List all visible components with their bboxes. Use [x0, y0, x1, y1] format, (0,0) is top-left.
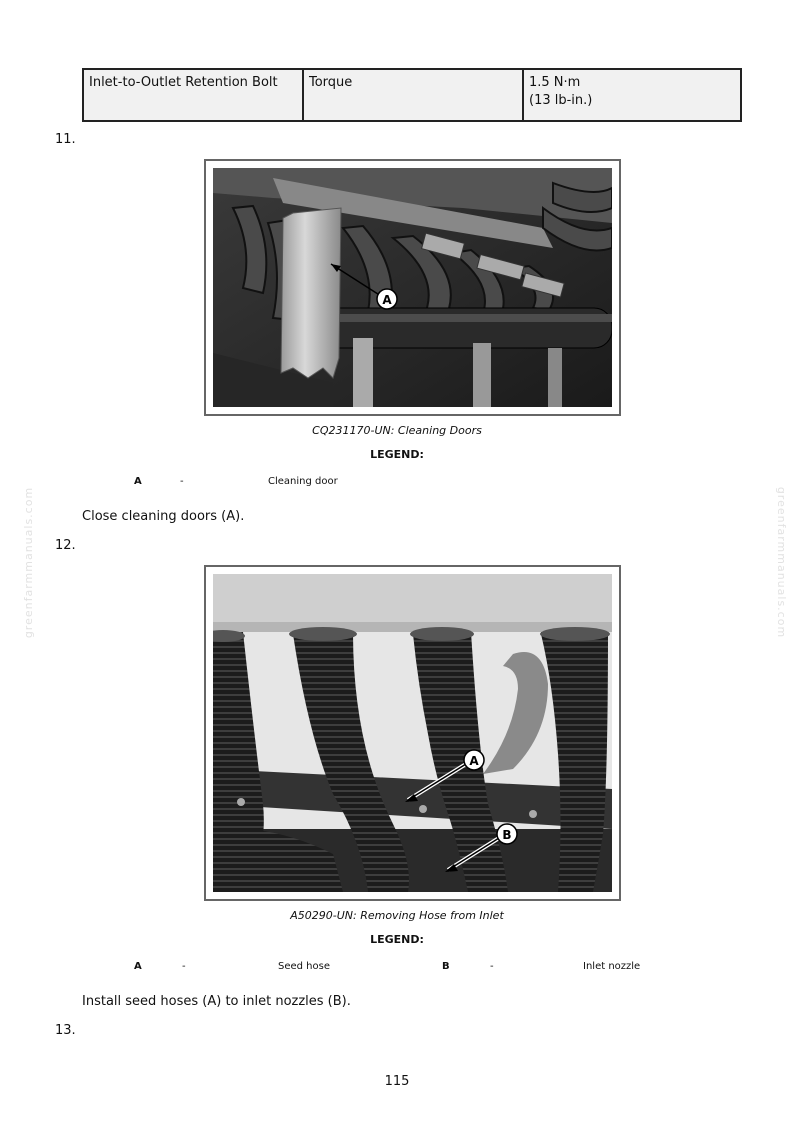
figure-caption-11: CQ231170-UN: Cleaning Doors — [312, 424, 482, 437]
step-number-12: 12. — [55, 538, 76, 553]
legend-row-12 — [0, 961, 794, 975]
figure-seed-hoses — [204, 565, 621, 901]
legend-label-inlet-nozzle: Inlet nozzle — [583, 961, 641, 972]
legend-separator: - — [490, 961, 494, 972]
legend-separator: - — [180, 476, 184, 487]
page-number: 115 — [384, 1074, 410, 1089]
spec-measurement-cell: Torque — [303, 69, 523, 121]
spec-value-cell — [523, 69, 741, 121]
photo-seed-hoses — [213, 574, 612, 892]
watermark-left: greenfarmmanuals.com — [22, 486, 36, 639]
legend-title-11: LEGEND: — [370, 448, 424, 461]
spec-value-line2: (13 lb-in.) — [529, 93, 593, 108]
figure-caption-12: A50290-UN: Removing Hose from Inlet — [290, 909, 504, 922]
legend-key-a: A — [134, 961, 142, 972]
legend-separator: - — [182, 961, 186, 972]
legend-label-seed-hose: Seed hose — [278, 961, 330, 972]
callout-b-label: B — [502, 828, 512, 842]
legend-row-11 — [0, 476, 794, 490]
step-number-13: 13. — [55, 1023, 76, 1038]
instruction-11: Close cleaning doors (A). — [82, 509, 245, 524]
spec-table — [82, 68, 742, 122]
spec-item-cell: Inlet-to-Outlet Retention Bolt — [83, 69, 303, 121]
photo-cleaning-doors — [213, 168, 612, 407]
legend-title-12: LEGEND: — [370, 933, 424, 946]
legend-key-b: B — [442, 961, 450, 972]
watermark-right: greenfarmmanuals.com — [775, 486, 789, 639]
legend-key-a: A — [134, 476, 142, 487]
callout-a-label: A — [469, 754, 479, 768]
instruction-12: Install seed hoses (A) to inlet nozzles (B). — [82, 994, 351, 1009]
step-number-11: 11. — [55, 132, 76, 147]
table-row — [83, 69, 741, 121]
legend-label-cleaning-door: Cleaning door — [268, 476, 338, 487]
figure-cleaning-doors — [204, 159, 621, 416]
spec-value-line1: 1.5 N·m — [529, 75, 581, 90]
callout-a-label: A — [382, 293, 392, 307]
